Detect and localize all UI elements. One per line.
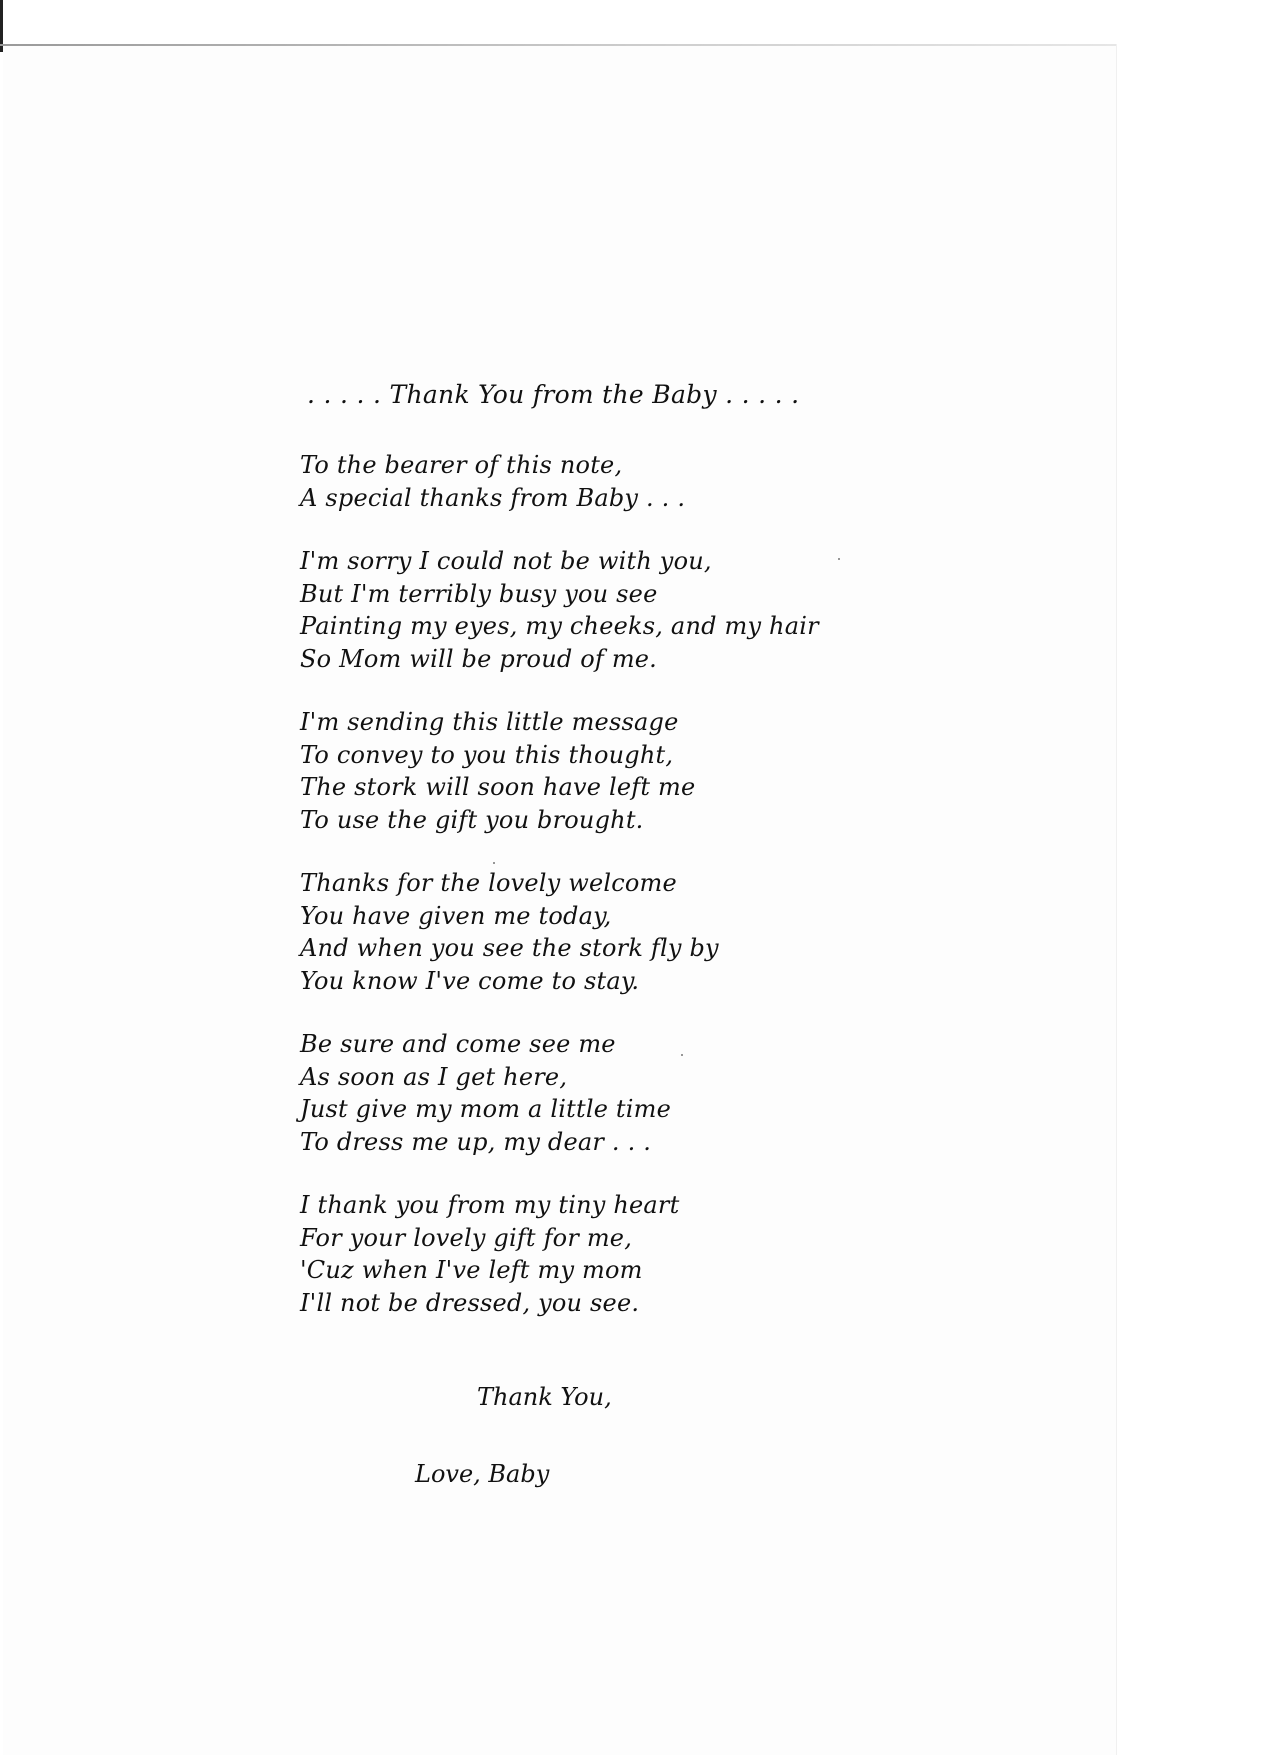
poem-line: To use the gift you brought. — [300, 805, 644, 834]
closing-line: Thank You, — [477, 1383, 612, 1411]
poem-line: And when you see the stork fly by — [300, 934, 719, 962]
stanza — [300, 706, 820, 836]
poem-line: To the bearer of this note, — [300, 451, 623, 479]
poem-line: 'Cuz when I've left my mom — [300, 1256, 643, 1284]
poem-line: I thank you from my tiny heart — [300, 1191, 680, 1219]
poem-title: . . . . . Thank You from the Baby . . . . . — [307, 380, 800, 409]
poem-line: Thanks for the lovely welcome — [300, 869, 677, 897]
poem-line: I'm sending this little message — [300, 708, 679, 736]
paper-speck — [838, 558, 840, 560]
poem-line: Painting my eyes, my cheeks, and my hair — [300, 612, 819, 640]
poem-line: But I'm terribly busy you see — [300, 579, 658, 608]
stanza — [300, 1189, 820, 1319]
poem-line: To convey to you this thought, — [300, 740, 674, 769]
poem-body — [300, 449, 820, 1350]
stanza — [300, 867, 820, 997]
scan-border-right — [1116, 44, 1272, 1755]
poem-line: So Mom will be proud of me. — [300, 644, 658, 673]
stanza — [300, 1028, 820, 1158]
poem-line: Just give my mom a little time — [300, 1095, 672, 1123]
poem-line: As soon as I get here, — [300, 1062, 568, 1091]
poem-line: The stork will soon have left me — [300, 773, 696, 801]
scan-border-top — [0, 44, 1118, 46]
poem-line: For your lovely gift for me, — [300, 1223, 633, 1252]
poem-line: You have given me today, — [300, 901, 612, 930]
poem-line: Be sure and come see me — [300, 1030, 616, 1058]
signature-line: Love, Baby — [415, 1460, 550, 1488]
poem-line: I'll not be dressed, you see. — [300, 1288, 640, 1317]
stanza — [300, 449, 820, 514]
stanza — [300, 545, 820, 675]
poem-line: I'm sorry I could not be with you, — [300, 547, 712, 575]
poem-line: You know I've come to stay. — [300, 966, 640, 995]
poem-line: A special thanks from Baby . . . — [300, 483, 686, 512]
poem-line: To dress me up, my dear . . . — [300, 1127, 652, 1156]
